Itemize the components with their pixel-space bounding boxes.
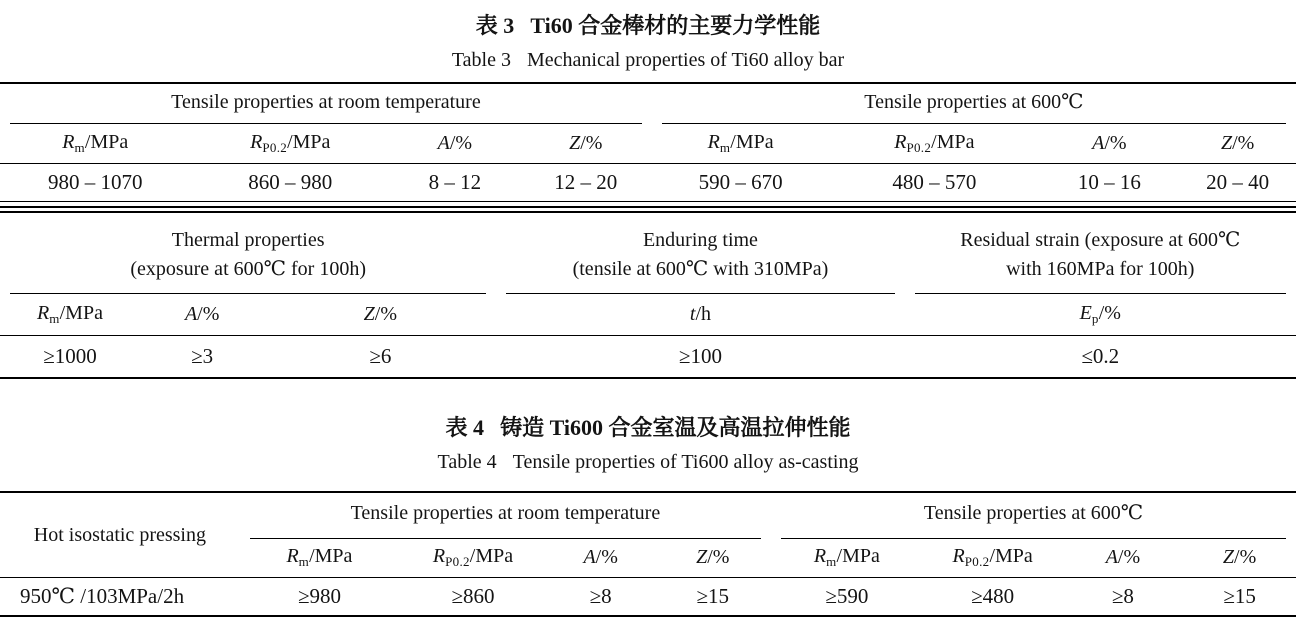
- symbol: A: [437, 132, 450, 154]
- column-header-z: [1179, 124, 1296, 164]
- data-cell: ≤0.2: [905, 336, 1296, 379]
- group-header-room-temp: [0, 83, 652, 124]
- symbol: R: [250, 131, 263, 153]
- symbol: Z: [1220, 132, 1233, 154]
- symbol: A: [583, 546, 596, 568]
- group-label-line1: Thermal properties: [171, 229, 325, 251]
- data-cell: 980 – 1070: [0, 164, 191, 202]
- column-header-rm: [240, 539, 399, 578]
- table3-title-en-text: Mechanical properties of Ti60 alloy bar: [526, 49, 845, 71]
- group-label: Tensile properties at 600℃: [662, 90, 1286, 124]
- table3-title-zh: [0, 0, 1296, 39]
- data-cell: ≥590: [771, 578, 923, 617]
- symbol-subscript: P0.2: [445, 554, 470, 569]
- symbol: R: [894, 131, 907, 153]
- symbol: R: [813, 545, 827, 567]
- symbol-subscript: m: [74, 140, 85, 155]
- symbol: R: [952, 545, 965, 567]
- data-cell: ≥8: [1063, 578, 1184, 617]
- symbol: Z: [569, 132, 581, 154]
- symbol: E: [1079, 302, 1092, 324]
- row-header-hot-isostatic-pressing: Hot isostatic pressing: [0, 492, 240, 578]
- symbol: t: [689, 303, 696, 325]
- symbol: R: [36, 302, 50, 324]
- symbol-subscript: m: [826, 554, 837, 569]
- data-cell: ≥100: [496, 336, 904, 379]
- group-label-line2: (tensile at 600℃ with 310MPa): [572, 258, 829, 280]
- group-label: [10, 222, 486, 294]
- column-header-rm: [0, 124, 191, 164]
- table3-label-zh: 表 3: [475, 13, 515, 38]
- symbol-unit: /h: [695, 303, 711, 325]
- symbol-subscript: m: [298, 554, 310, 569]
- data-cell: ≥6: [264, 336, 496, 379]
- column-header-ep: [905, 294, 1296, 336]
- table4-label-zh: 表 4: [445, 415, 485, 440]
- table3-title-en: [0, 47, 1296, 73]
- symbol: R: [286, 545, 299, 567]
- symbol-unit: /%: [1104, 132, 1127, 154]
- table3-label-en: Table 3: [451, 49, 511, 71]
- column-header-z: [264, 294, 496, 336]
- table4-title-zh-text: 铸造 Ti600 合金室温及高温拉伸性能: [500, 415, 851, 440]
- symbol-unit: /MPa: [469, 545, 514, 567]
- data-cell: ≥860: [399, 578, 547, 617]
- symbol: A: [1092, 132, 1105, 154]
- data-cell: ≥15: [654, 578, 771, 617]
- symbol-subscript: P0.2: [964, 554, 990, 569]
- data-cell: 10 – 16: [1039, 164, 1179, 202]
- data-cell: 590 – 670: [652, 164, 830, 202]
- column-header-rm: [0, 294, 140, 336]
- data-cell: ≥480: [923, 578, 1063, 617]
- group-header-residual-strain: [905, 213, 1296, 294]
- column-header-a: [140, 294, 264, 336]
- column-header-rp02: [923, 539, 1063, 578]
- group-header-600c: [652, 83, 1296, 124]
- data-cell: 480 – 570: [829, 164, 1039, 202]
- table3-title-zh-text: Ti60 合金棒材的主要力学性能: [530, 13, 821, 38]
- symbol: Z: [1222, 546, 1235, 568]
- symbol-unit: /%: [374, 303, 398, 325]
- symbol-subscript: m: [719, 140, 731, 155]
- group-label: Tensile properties at room temperature: [10, 90, 642, 124]
- symbol-unit: /%: [1232, 132, 1255, 154]
- data-cell: ≥15: [1183, 578, 1296, 617]
- column-header-rp02: [191, 124, 391, 164]
- group-label-line1: Residual strain (exposure at 600℃: [960, 229, 1241, 251]
- column-header-t: [496, 294, 904, 336]
- table3a-group-row: [0, 83, 1296, 124]
- data-cell: 860 – 980: [191, 164, 391, 202]
- symbol-unit: /%: [1098, 302, 1121, 324]
- data-cell: ≥8: [547, 578, 655, 617]
- group-header-thermal: [0, 213, 496, 294]
- symbol-unit: /%: [707, 546, 730, 568]
- column-header-a: [390, 124, 520, 164]
- data-cell: ≥1000: [0, 336, 140, 379]
- column-header-rp02: [829, 124, 1039, 164]
- group-label: Tensile properties at 600℃: [781, 501, 1286, 539]
- group-header-600c: [771, 492, 1296, 539]
- symbol: R: [62, 131, 75, 153]
- symbol-unit: /MPa: [309, 545, 353, 567]
- table3a-data-row: [0, 164, 1296, 202]
- table4: [0, 491, 1296, 617]
- table3-section-a: [0, 82, 1296, 202]
- column-header-a: [1039, 124, 1179, 164]
- column-header-a: [547, 539, 655, 578]
- column-header-z: [1183, 539, 1296, 578]
- symbol: R: [707, 131, 720, 153]
- table3-section-b: [0, 213, 1296, 379]
- column-header-a: [1063, 539, 1184, 578]
- symbol: A: [1105, 546, 1118, 568]
- group-label-line2: (exposure at 600℃ for 100h): [130, 258, 366, 280]
- table3b-data-row: [0, 336, 1296, 379]
- data-cell: 12 – 20: [520, 164, 652, 202]
- symbol-unit: /MPa: [287, 131, 331, 153]
- symbol-unit: /MPa: [730, 131, 774, 153]
- column-header-z: [520, 124, 652, 164]
- symbol-subscript: p: [1091, 311, 1099, 326]
- symbol: A: [184, 303, 198, 325]
- section-divider-double-rule: [0, 206, 1296, 213]
- group-header-room-temp: [240, 492, 771, 539]
- symbol-unit: /MPa: [59, 302, 103, 324]
- table3b-header-row: [0, 294, 1296, 336]
- table4-title-zh: [0, 415, 1296, 441]
- table3a-header-row: [0, 124, 1296, 164]
- column-header-rp02: [399, 539, 547, 578]
- symbol-unit: /MPa: [931, 131, 975, 153]
- group-label: [915, 222, 1286, 294]
- data-cell: 20 – 40: [1179, 164, 1296, 202]
- group-label: [506, 222, 894, 294]
- column-header-z: [654, 539, 771, 578]
- group-header-enduring-time: [496, 213, 904, 294]
- symbol-subscript: P0.2: [906, 140, 932, 155]
- table4-title-en: [0, 449, 1296, 475]
- symbol-subscript: P0.2: [262, 140, 288, 155]
- column-header-rm: [771, 539, 923, 578]
- table4-data-row: [0, 578, 1296, 617]
- symbol-unit: /%: [1117, 546, 1141, 568]
- symbol-unit: /%: [197, 303, 220, 325]
- symbol-unit: /MPa: [84, 131, 129, 153]
- group-label-line1: Enduring time: [642, 229, 758, 251]
- table4-group-row: [0, 492, 1296, 539]
- symbol-unit: /%: [1234, 546, 1257, 568]
- data-cell: ≥3: [140, 336, 264, 379]
- table4-label-en: Table 4: [437, 451, 497, 473]
- data-cell-hip-condition: 950℃ /103MPa/2h: [0, 578, 240, 617]
- table4-title-en-text: Tensile properties of Ti600 alloy as-casting: [512, 451, 859, 473]
- symbol: R: [432, 545, 446, 567]
- symbol-subscript: m: [49, 311, 60, 326]
- column-header-rm: [652, 124, 830, 164]
- data-cell: 8 – 12: [390, 164, 520, 202]
- symbol-unit: /%: [449, 132, 473, 154]
- data-cell: ≥980: [240, 578, 399, 617]
- table3b-group-row: [0, 213, 1296, 294]
- symbol: Z: [363, 303, 375, 325]
- group-label-line2: with 160MPa for 100h): [1006, 258, 1195, 280]
- symbol-unit: /MPa: [836, 545, 880, 567]
- symbol-unit: /MPa: [989, 545, 1033, 567]
- symbol: Z: [696, 546, 708, 568]
- symbol-unit: /%: [595, 546, 618, 568]
- group-label: Tensile properties at room temperature: [250, 501, 761, 539]
- symbol-unit: /%: [580, 132, 603, 154]
